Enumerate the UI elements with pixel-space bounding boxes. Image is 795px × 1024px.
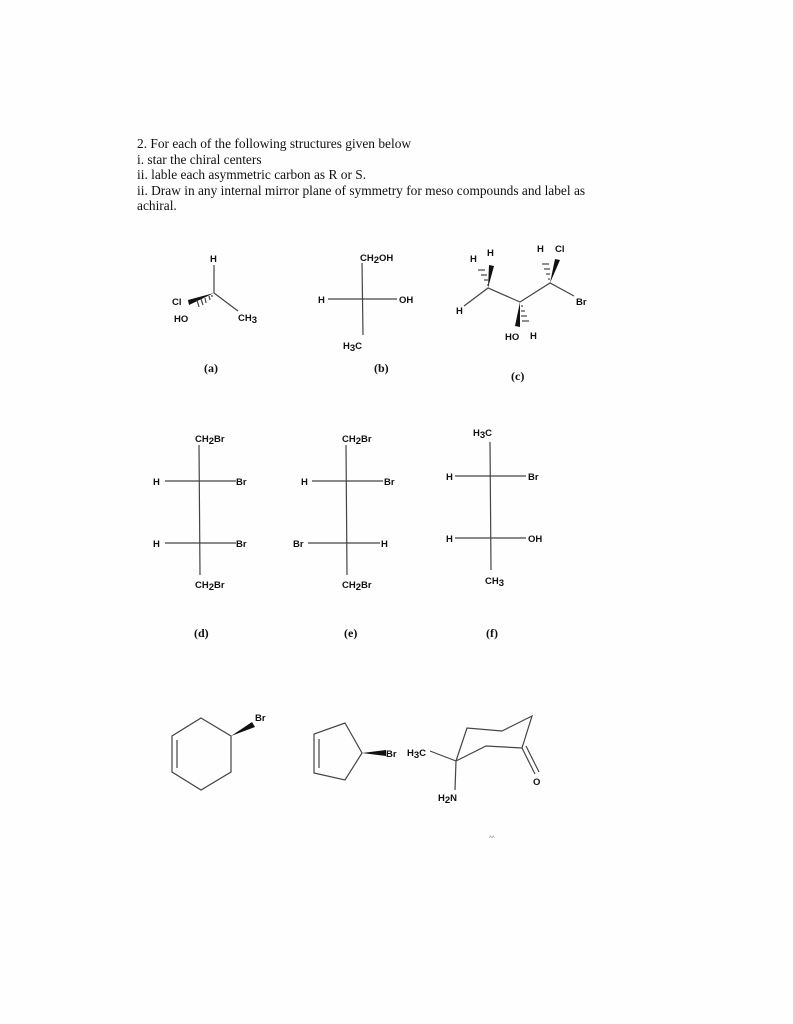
caption-f: (f) xyxy=(486,626,498,640)
structure-d xyxy=(153,434,247,640)
atom-label: H xyxy=(381,539,388,550)
atom-label: H3C xyxy=(407,748,427,761)
structure-g-cyclohexene xyxy=(172,713,266,790)
structure-c xyxy=(456,244,587,383)
atom-label: Br xyxy=(293,539,304,550)
atom-label: H xyxy=(530,331,537,342)
atom-label: Cl xyxy=(555,244,565,255)
atom-label: Br xyxy=(386,749,397,760)
atom-label: Br xyxy=(255,713,266,724)
atom-label: H3C xyxy=(473,428,493,441)
structure-a xyxy=(172,254,257,375)
atom-label: Br xyxy=(236,539,247,550)
atom-label: OH xyxy=(399,295,414,306)
atom-label: OH xyxy=(528,534,543,545)
caption-d: (d) xyxy=(194,626,209,640)
atom-label: H xyxy=(153,477,160,488)
caption-b: (b) xyxy=(374,361,389,375)
atom-label: H xyxy=(446,534,453,545)
atom-label: H xyxy=(301,477,308,488)
wedge-bond xyxy=(515,302,520,327)
hash-bond xyxy=(478,270,489,285)
atom-label: H xyxy=(537,244,544,255)
question-line-1: 2. For each of the following structures given below xyxy=(137,136,412,151)
structure-b xyxy=(318,253,413,375)
wedge-bond xyxy=(488,265,494,288)
question-line-4: ii. Draw in any internal mirror plane of symmetry for meso compounds and label as xyxy=(137,182,586,198)
atom-label: Cl xyxy=(172,297,182,308)
structure-h-cyclopentene xyxy=(314,723,397,780)
question-line-3: ii. lable each asymmetric carbon as R or S. xyxy=(137,167,367,183)
atom-label: O xyxy=(533,777,541,788)
atom-label: H xyxy=(456,306,463,317)
wedge-bond xyxy=(231,722,255,736)
hash-bond xyxy=(542,264,550,279)
caption-a: (a) xyxy=(204,361,218,375)
atom-label: CH2OH xyxy=(360,253,394,266)
atom-label: CH2Br xyxy=(342,580,372,593)
atom-label: H xyxy=(487,248,494,259)
atom-label: Br xyxy=(528,472,539,483)
atom-label: CH2Br xyxy=(195,434,225,447)
structure-i-cyclohexanone xyxy=(407,716,540,842)
caption-e: (e) xyxy=(344,626,358,640)
atom-label: Br xyxy=(576,297,587,308)
structure-e xyxy=(293,434,395,640)
atom-label: CH2Br xyxy=(342,434,372,447)
atom-label: H xyxy=(153,539,160,550)
atom-label: H xyxy=(446,472,453,483)
atom-label: H xyxy=(210,254,217,265)
caption-c: (c) xyxy=(511,369,525,383)
wedge-bond xyxy=(362,750,386,756)
atom-label: H xyxy=(470,254,477,265)
atom-label: CH2Br xyxy=(195,580,225,593)
structure-f xyxy=(446,428,542,640)
atom-label: Br xyxy=(236,477,247,488)
cut-off-caption-fragment: ^^ xyxy=(489,836,495,842)
hash-bond xyxy=(521,306,529,321)
atom-label: H xyxy=(318,295,325,306)
atom-label: Br xyxy=(384,477,395,488)
question-line-2: i. star the chiral centers xyxy=(137,151,262,167)
atom-label: H2N xyxy=(438,793,458,806)
question-line-5: achiral. xyxy=(137,198,177,214)
atom-label: CH3 xyxy=(485,576,505,589)
atom-label: CH3 xyxy=(238,313,258,326)
atom-label: H3C xyxy=(343,341,363,354)
atom-label: HO xyxy=(174,314,189,325)
atom-label: HO xyxy=(505,332,520,343)
wedge-bond xyxy=(550,259,560,283)
